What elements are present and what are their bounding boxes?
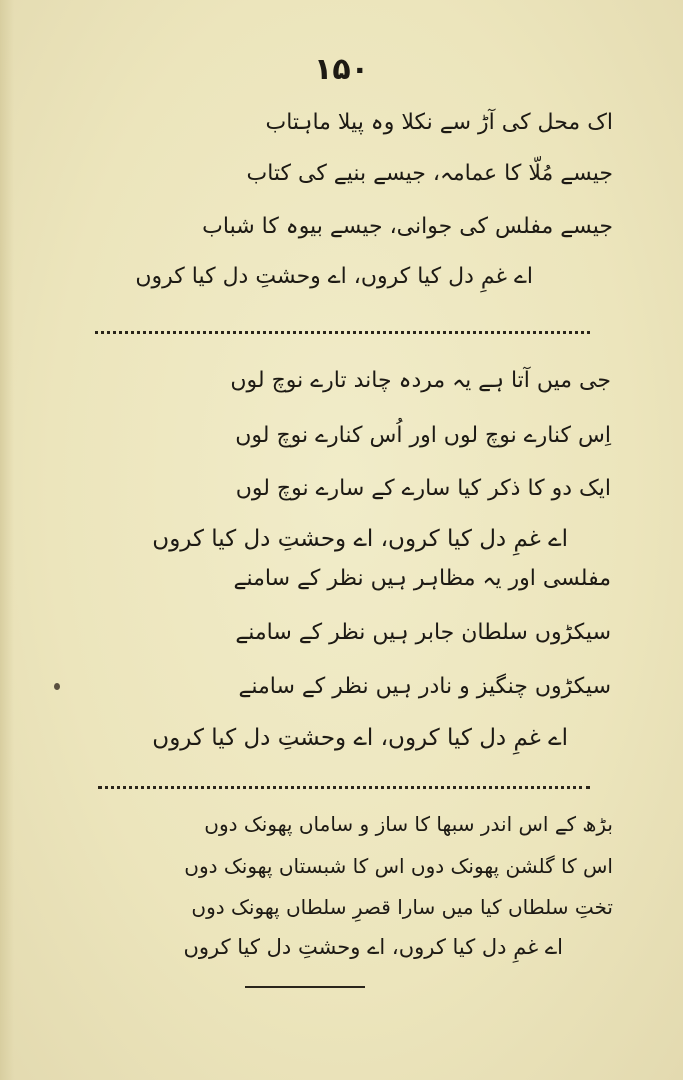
page-gutter-shadow <box>0 0 14 1080</box>
dotted-separator <box>95 331 590 334</box>
stanza-1-line-3: جیسے مفلس کی جوانی، جیسے بیوہ کا شباب <box>202 214 613 239</box>
stanza-4-refrain: اے غمِ دل کیا کروں، اے وحشتِ دل کیا کروں <box>183 935 563 959</box>
stanza-2-line-2: اِس کنارے نوچ لوں اور اُس کنارے نوچ لوں <box>235 423 611 448</box>
stanza-3-line-1: مفلسی اور یہ مظاہر ہیں نظر کے سامنے <box>233 566 611 591</box>
stanza-1-line-2: جیسے مُلّا کا عمامہ، جیسے بنیے کی کتاب <box>246 161 613 186</box>
stanza-2-refrain: اے غمِ دل کیا کروں، اے وحشتِ دل کیا کروں <box>152 526 568 552</box>
stanza-1-refrain: اے غمِ دل کیا کروں، اے وحشتِ دل کیا کروں <box>135 264 533 289</box>
page-number: ۱۵۰ <box>314 52 369 87</box>
stanza-3-refrain: اے غمِ دل کیا کروں، اے وحشتِ دل کیا کروں <box>152 725 568 751</box>
end-rule <box>245 986 365 988</box>
stanza-4-line-2: اس کا گلشن پھونک دوں اس کا شبستاں پھونک دوں <box>184 854 613 878</box>
stanza-4-line-3: تختِ سلطاں کیا میں سارا قصرِ سلطاں پھونک دوں <box>191 895 613 919</box>
stanza-1-line-1: اک محل کی آڑ سے نکلا وہ پیلا ماہتاب <box>265 110 613 135</box>
stanza-3-line-2: سیکڑوں سلطان جابر ہیں نظر کے سامنے <box>235 620 611 645</box>
stanza-4-line-1: بڑھ کے اس اندر سبھا کا ساز و ساماں پھونک دوں <box>204 812 613 836</box>
stanza-2-line-3: ایک دو کا ذکر کیا سارے کے سارے نوچ لوں <box>235 476 611 501</box>
stanza-2-line-1: جی میں آتا ہے یہ مردہ چاند تارے نوچ لوں <box>230 368 611 393</box>
stanza-3-line-3: سیکڑوں چنگیز و نادر ہیں نظر کے سامنے <box>238 674 611 699</box>
ink-speck <box>54 683 60 690</box>
dotted-separator <box>98 786 590 789</box>
